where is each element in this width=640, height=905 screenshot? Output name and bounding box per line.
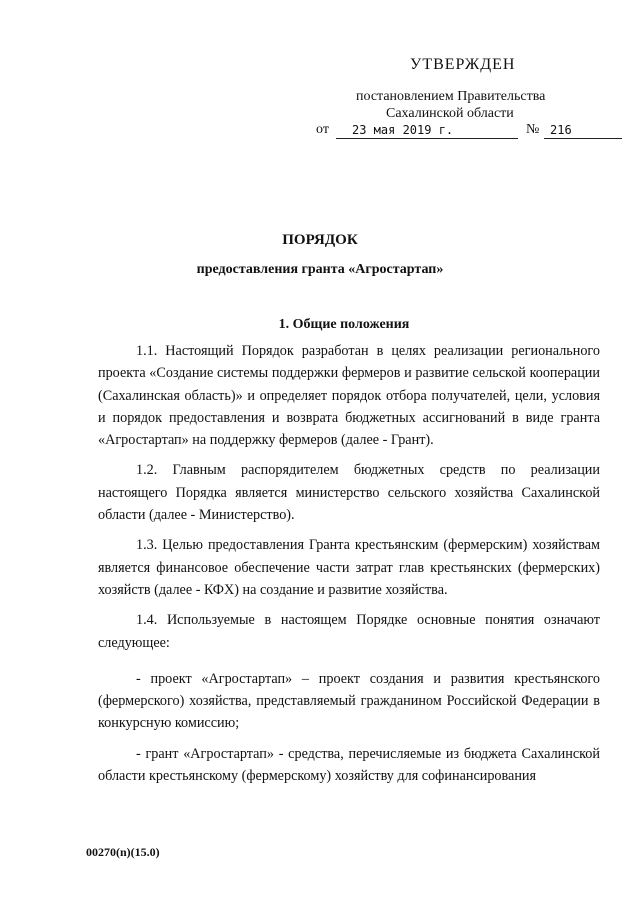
approval-authority-line: постановлением Правительства (356, 89, 546, 104)
document-subtitle: предоставления гранта «Агростартап» (196, 262, 444, 277)
paragraph-1-4: 1.4. Используемые в настоящем Порядке основные понятия означают следующее: (98, 612, 600, 651)
definition-item: - грант «Агростартап» - средства, перечисляемые из бюджета Сахалинской области крестьянскому (фермерскому) хозяйству для софинансирования (98, 745, 600, 785)
definition-item: - проект «Агростартап» – проект создания и развития крестьянского (фермерского) хозяйства, представляемый гражданином Российской Федерации в конкурсную комиссию; (98, 670, 600, 732)
approval-region-line: Сахалинской области (386, 106, 514, 121)
decree-number: 216 (544, 122, 622, 139)
decree-date: 23 мая 2019 г. (336, 122, 518, 139)
from-label: от (316, 122, 329, 137)
paragraph-1-1: 1.1. Настоящий Порядок разработан в целях реализации регионального проекта «Создание системы поддержки фермеров и развитие сельской кооперации (Сахалинская область)» и определяет порядок отбора получателей, цели, условия и порядок предоставления и возврата бюджетных ассигнований в виде гранта «Агростартап» на поддержку фермеров (далее - Грант). (98, 343, 600, 449)
approved-title: УТВЕРЖДЕН (410, 56, 516, 73)
paragraph-1-2: 1.2. Главным распорядителем бюджетных средств по реализации настоящего Порядка является министерство сельского хозяйства Сахалинской области (далее - Министерство). (98, 462, 600, 524)
footer-document-code: 00270(n)(15.0) (86, 845, 160, 859)
document-title: ПОРЯДОК (282, 232, 358, 248)
number-label: № (526, 122, 540, 137)
document-body (98, 340, 600, 787)
decree-date-number-row (316, 122, 626, 142)
paragraph-1-3: 1.3. Целью предоставления Гранта крестьянским (фермерским) хозяйствам является финансовое обеспечение части затрат глав крестьянских (фермерских) хозяйств (далее - КФХ) на создание и развитие хозяйства. (98, 537, 600, 598)
section-heading: 1. Общие положения (278, 317, 410, 332)
